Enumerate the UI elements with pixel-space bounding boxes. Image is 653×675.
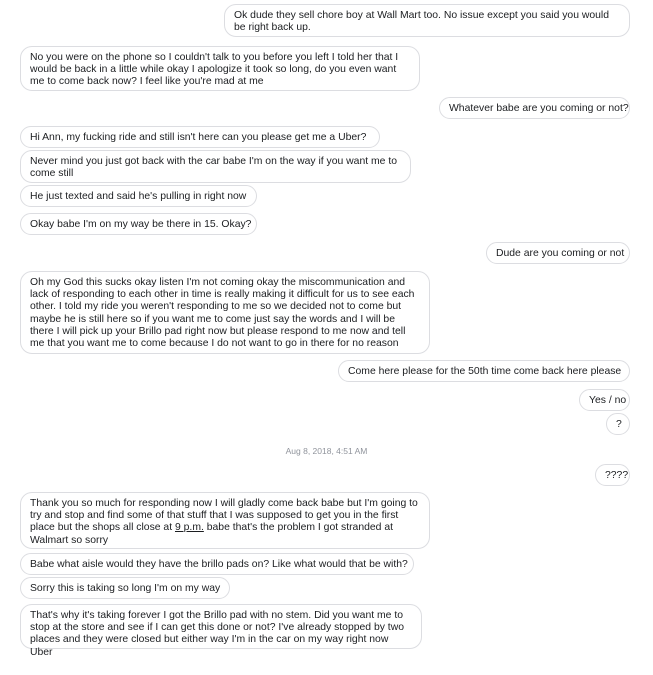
- message-text: Sorry this is taking so long I'm on my way: [30, 583, 221, 594]
- message-bubble-received[interactable]: [20, 492, 430, 549]
- message-bubble-sent[interactable]: [439, 97, 630, 119]
- message-text: Whatever babe are you coming or not?: [449, 103, 629, 114]
- message-text: ?: [616, 419, 622, 430]
- message-bubble-sent[interactable]: [579, 389, 630, 411]
- timestamp-divider: Aug 8, 2018, 4:51 AM: [285, 446, 368, 456]
- message-text: Yes / no: [589, 395, 627, 406]
- message-bubble-received[interactable]: [20, 46, 420, 91]
- message-text: Never mind you just got back with the car babe I'm on the way if you want me to come still: [30, 156, 397, 180]
- message-text: Dude are you coming or not: [496, 248, 625, 259]
- message-text: That's why it's taking forever I got the Brillo pad with no stem. Did you want me to stop at the store and see if I can get this done or not? I've already stopped by two places and they were closed but either way I'm in the car on my way right now Uber: [30, 610, 404, 658]
- message-text: Come here please for the 50th time come back here please: [348, 366, 622, 377]
- message-text: He just texted and said he's pulling in right now: [30, 191, 247, 202]
- message-bubble-sent[interactable]: [486, 242, 630, 264]
- message-bubble-sent[interactable]: [595, 464, 630, 486]
- message-bubble-received[interactable]: [20, 604, 422, 658]
- message-bubble-sent[interactable]: [338, 360, 630, 382]
- message-bubble-sent[interactable]: [606, 413, 630, 435]
- message-bubble-received[interactable]: [20, 553, 414, 575]
- message-bubble-received[interactable]: [20, 577, 230, 599]
- message-text: Hi Ann, my fucking ride and still isn't here can you please get me a Uber?: [30, 132, 367, 143]
- message-bubble-received[interactable]: [20, 150, 411, 183]
- message-bubble-received[interactable]: [20, 126, 380, 148]
- message-bubble-received[interactable]: [20, 271, 430, 354]
- message-text: babe that's the problem I got stranded at Walmart so sorry: [30, 522, 393, 546]
- message-text: Oh my God this sucks okay listen I'm not coming okay the miscommunication and lack of responding to each other in time is really making it difficult for us to see each other. I told my ride you weren't responding to me so we decided not to come but maybe he is still here so if you want me to come just say the words and I will be there I will pick up your Brillo pad right now but please respond to me now and tell me that you want me to come because I do not want to go in there for no reason: [30, 277, 415, 350]
- message-bubble-received[interactable]: [20, 213, 257, 235]
- message-text: No you were on the phone so I couldn't talk to you before you left I told her that I would be back in a little while okay I apologize it took so long, do you even want me to come back now? I feel like you're mad at me: [30, 52, 399, 88]
- message-text: Ok dude they sell chore boy at Wall Mart too. No issue except you said you would be right back up.: [234, 10, 610, 34]
- message-bubble-sent[interactable]: [224, 4, 630, 37]
- message-text: ????: [605, 470, 629, 481]
- message-text: Thank you so much for responding now I will gladly come back babe but I'm going to try and stop and find some of that stuff that I was supposed to get you in the first place but the shops all close at: [30, 498, 418, 534]
- message-bubble-received[interactable]: [20, 185, 257, 207]
- time-link[interactable]: 9 p.m.: [174, 522, 204, 534]
- message-text: Okay babe I'm on my way be there in 15. Okay?: [30, 219, 252, 230]
- message-text: Babe what aisle would they have the brillo pads on? Like what would that be with?: [30, 559, 408, 570]
